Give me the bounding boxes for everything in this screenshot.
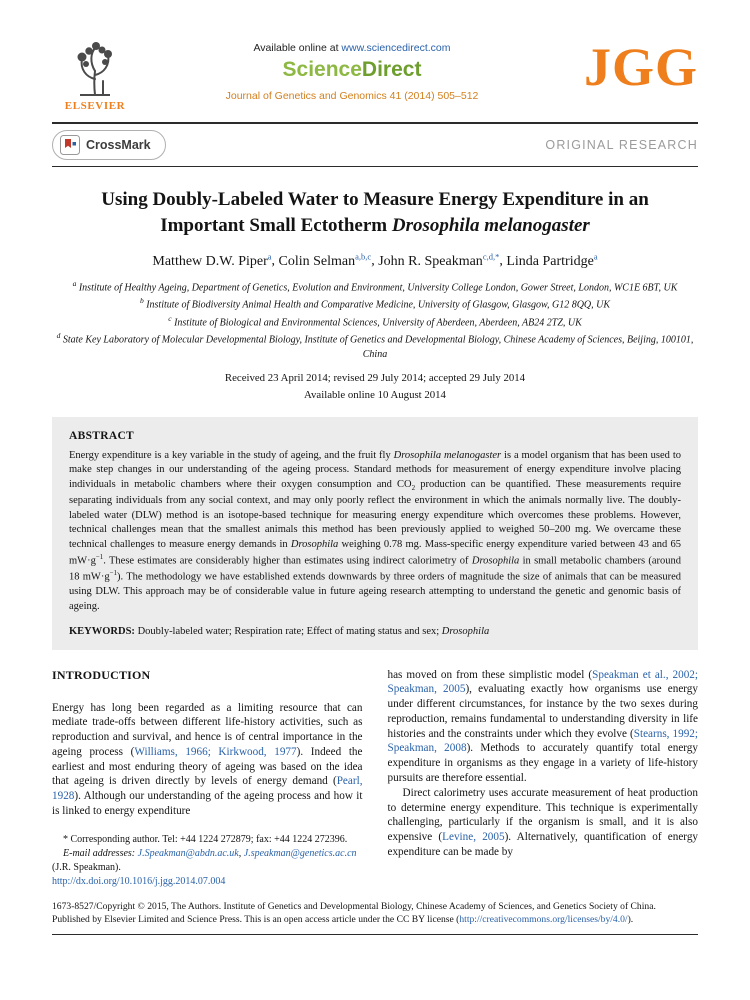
author-3[interactable] [378, 251, 500, 270]
species-name: Drosophila melanogaster [393, 449, 502, 461]
citation-link[interactable]: Speakman et al., 2002; Speakman, 2005 [387, 668, 699, 696]
affiliation-text: Institute of Biodiversity Animal Health and Comparative Medicine, University of Glasgow, Glasgow, G12 8QQ, UK [143, 299, 611, 311]
author-2[interactable] [278, 251, 372, 270]
crossmark-label: CrossMark [86, 138, 151, 152]
abstract-heading: ABSTRACT [69, 429, 135, 442]
author-affiliation-sup[interactable]: a [267, 251, 272, 262]
doi-line [52, 875, 363, 889]
text-segment: ), evaluating exactly how organisms use energy under different circumstances, for instance by the two sexes during reproduction, remains fundamental to understanding diversity in life histories and the constraints under which they evolve ( [387, 683, 698, 740]
section-heading-introduction: INTRODUCTION [52, 667, 151, 682]
available-online-line [138, 42, 566, 54]
article-title [79, 187, 671, 239]
text-segment: in small metabolic chambers (around 18 mW·g [69, 555, 682, 583]
text-segment: ). Although our understanding of the ageing process and how it is linked to energy expenditure [52, 790, 363, 818]
text-segment: , [238, 847, 244, 859]
text-segment: ). Alternatively, quantification of energy expenditure can be made by [387, 831, 699, 858]
available-online-date-line: Available online 10 August 2014 [304, 388, 446, 401]
citation-link[interactable]: Levine, 2005 [442, 831, 505, 844]
available-online-text: Available online at [253, 42, 342, 54]
text-segment: Direct calorimetry uses accurate measurement of heat production to determine energy expenditure. This technique is experimentally challenging, particularly if the organism is small, and it is also expensive ( [387, 786, 698, 844]
text-segment: ). Indeed the earliest and most enduring theory of ageing was based on the idea that ageing is driven directly by levels of energy demand ( [52, 745, 363, 788]
author-name: Linda Partridge [506, 254, 594, 270]
introduction-paragraph-1 [52, 701, 363, 819]
article-type-label: ORIGINAL RESEARCH [545, 138, 698, 152]
crossmark-badge[interactable] [52, 130, 166, 160]
jgg-logo: JGG [583, 37, 698, 97]
author-name: Colin Selman [278, 254, 356, 270]
doi-link[interactable]: http://dx.doi.org/10.1016/j.jgg.2014.07.004 [52, 876, 226, 888]
body-columns [52, 668, 698, 890]
sciencedirect-url-link[interactable]: www.sciencedirect.com [341, 42, 451, 54]
introduction-paragraph-3 [388, 786, 699, 860]
abstract-text [69, 449, 681, 615]
affiliation-line-c [52, 313, 698, 330]
keywords-label: KEYWORDS: [69, 625, 135, 637]
email-link-1[interactable]: J.Speakman@abdn.ac.uk [137, 847, 239, 859]
citation-link[interactable]: Williams, 1966; Kirkwood, 1977 [134, 745, 297, 758]
text-segment: is a model organism that has been used to make step changes in our understanding of the ageing process. Standard methods for measurement of energy expenditure involve placing individuals in metabolic chambers where their oxygen consumption and CO [69, 449, 681, 491]
text-segment: ). The methodology we have established extends downwards by three orders of magnitude the size of animals that can be measured using DLW. This approach may be of considerable value in future ageing research attempting to understand the genetic and genomic basis of ageing. [69, 571, 681, 612]
copyright-line-1: 1673-8527/Copyright © 2015, The Authors. Institute of Genetics and Developmental Biology, Chinese Academy of Sciences, and Genetics Society of China. [52, 900, 656, 912]
subscript: 2 [411, 484, 416, 493]
affiliation-line-b [52, 295, 698, 312]
title-text: Using Doubly-Labeled Water to Measure Energy Expenditure in an Important Small Ectotherm [101, 189, 649, 237]
author-affiliation-sup[interactable]: c,d,* [482, 251, 500, 262]
affiliation-text: State Key Laboratory of Molecular Developmental Biology, Institute of Genetics and Developmental Biology, Chinese Academy of Sciences, Beijing, 100101, China [60, 334, 694, 361]
masthead [52, 37, 698, 112]
email-link-2[interactable]: J.speakman@genetics.ac.cn [243, 847, 357, 859]
citation-link[interactable]: Pearl, 1928 [52, 775, 363, 803]
sciencedirect-logo-science: Science [282, 58, 362, 81]
author-4[interactable] [506, 251, 598, 270]
sciencedirect-logo[interactable] [138, 58, 566, 82]
abstract-box [52, 417, 698, 650]
copyright-footer [52, 900, 698, 928]
keywords-line [69, 626, 681, 637]
text-segment: Energy expenditure is a key variable in the study of ageing, and the fruit fly [69, 449, 394, 461]
affiliation-text: Institute of Biological and Environmental Sciences, University of Aberdeen, Aberdeen, AB24 2TZ, UK [171, 317, 582, 329]
affiliation-sup: c [168, 313, 172, 323]
keywords-text: Doubly-labeled water; Respiration rate; Effect of mating status and sex; [134, 625, 442, 637]
email-addresses-line [52, 847, 363, 861]
text-segment: has moved on from these simplistic model ( [387, 668, 593, 681]
author-affiliation-sup[interactable]: a,b,c [355, 251, 372, 262]
crossmark-icon [60, 135, 80, 155]
author-affiliation-sup[interactable]: a [593, 251, 598, 262]
elsevier-logo[interactable] [52, 40, 138, 112]
title-species-name: Drosophila melanogaster [391, 215, 590, 237]
text-segment: production can be quantified. These measurements require separating individuals from any social context, and may only poorly reflect the environment in which the animals normally live. The doubly-labeled water (DLW) method is an isotope-based technique for measuring energy expenditure which overcomes these problems. However, technical challenges mean that the smallest animals this method has been previously applied to weighed 50–200 mg. We overcame these technical challenges to measure energy demands in [69, 479, 681, 551]
affiliation-line-a [52, 278, 698, 295]
email-owner-line: (J.R. Speakman). [52, 862, 121, 874]
text-segment: . These estimates are considerably higher than estimates using indirect calorimetry of [103, 555, 472, 567]
footnote-block [52, 819, 363, 890]
superscript: −1 [109, 568, 118, 577]
author-separator: , [371, 254, 379, 270]
superscript: −1 [95, 552, 104, 561]
badge-row [52, 124, 698, 166]
right-column [388, 668, 699, 890]
left-column [52, 668, 363, 890]
affiliations [52, 278, 698, 362]
cc-license-link[interactable]: http://creativecommons.org/licenses/by/4.0/ [459, 914, 628, 926]
text-segment: Energy has long been regarded as a limiting resource that can mediate trade-offs between different life-history activities, such as reproduction and survival, and hence is of central importance in the ageing process ( [52, 701, 363, 758]
author-name: Matthew D.W. Piper [152, 254, 268, 270]
sciencedirect-logo-direct: Direct [361, 58, 422, 81]
author-name: John R. Speakman [378, 254, 483, 270]
affiliation-text: Institute of Healthy Ageing, Department of Genetics, Evolution and Environment, University College London, Gower Street, London, WC1E 6BT, UK [76, 282, 678, 294]
email-label: E-mail addresses: [63, 847, 138, 859]
header-divider [52, 166, 698, 167]
text-segment: Published by Elsevier Limited and Science Press. This is an open access article under the CC BY license ( [52, 914, 460, 926]
author-1[interactable] [152, 251, 272, 270]
species-name: Drosophila [441, 625, 490, 637]
affiliation-sup: a [72, 279, 77, 289]
text-segment: ). Methods to accurately quantify total energy expenditure in organisms as they engage in a variety of life-history pursuits are therefore essential. [387, 742, 698, 785]
elsevier-wordmark: ELSEVIER [64, 100, 126, 112]
affiliation-line-d [52, 330, 698, 362]
citation-link[interactable]: Stearns, 1992; Speakman, 2008 [387, 727, 698, 755]
page-bottom-rule [52, 934, 698, 935]
elsevier-tree-icon [68, 40, 122, 98]
introduction-paragraph-2 [388, 668, 699, 786]
affiliation-sup: b [139, 296, 144, 306]
species-name: Drosophila [471, 555, 520, 567]
text-segment: ). [627, 914, 634, 926]
text-segment: weighing 0.78 mg. Mass-specific energy expenditure varied between 43 and 65 mW·g [69, 539, 681, 567]
article-dates [52, 370, 698, 402]
species-name: Drosophila [290, 539, 339, 551]
received-revised-accepted-line: Received 23 April 2014; revised 29 July 2014; accepted 29 July 2014 [224, 372, 526, 385]
corresponding-author-note: * Corresponding author. Tel: +44 1224 272879; fax: +44 1224 272396. [63, 833, 348, 845]
author-separator: , [499, 254, 507, 270]
author-separator: , [271, 254, 279, 270]
author-line [52, 251, 698, 270]
affiliation-sup: d [56, 331, 61, 341]
journal-citation-line[interactable]: Journal of Genetics and Genomics 41 (2014) 505–512 [225, 90, 479, 102]
copyright-line-2 [52, 913, 698, 927]
masthead-center [138, 40, 566, 102]
